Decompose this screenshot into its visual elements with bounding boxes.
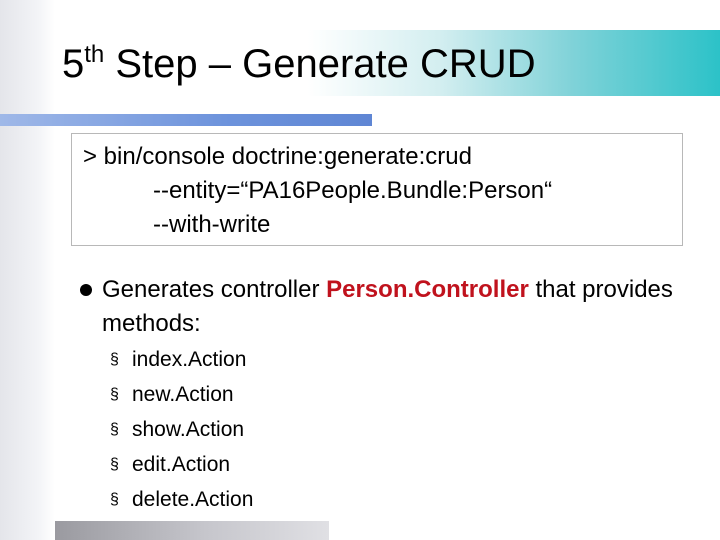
title-text: Step – Generate CRUD <box>104 42 536 86</box>
method-name: show.Action <box>132 418 245 441</box>
method-name: index.Action <box>132 348 247 371</box>
command-box <box>71 133 683 246</box>
section-marker-icon: § <box>110 491 119 508</box>
bullet-dot-icon <box>80 284 92 296</box>
bullet-text <box>102 273 702 341</box>
section-marker-icon: § <box>110 421 119 438</box>
method-name: delete.Action <box>132 488 254 511</box>
command-line-2: --entity=“PA16People.Bundle:Person“ <box>153 177 553 204</box>
controller-name-highlight: Person.Controller <box>326 276 529 303</box>
left-decorative-strip <box>0 0 55 540</box>
section-marker-icon: § <box>110 456 119 473</box>
command-line-1: > bin/console doctrine:generate:crud <box>83 143 472 170</box>
section-marker-icon: § <box>110 351 119 368</box>
section-marker-icon: § <box>110 386 119 403</box>
title-number: 5 <box>62 42 85 86</box>
method-name: new.Action <box>132 383 234 406</box>
bullet-text-before: Generates controller <box>102 276 327 303</box>
title-ordinal-suffix: th <box>84 41 105 68</box>
bullet-text-after: that provides methods: <box>102 276 673 337</box>
title-underline-bar <box>0 114 372 126</box>
bottom-decorative-bar <box>55 521 329 540</box>
method-name: edit.Action <box>132 453 231 476</box>
slide-title <box>62 40 536 88</box>
command-line-3: --with-write <box>153 211 271 238</box>
